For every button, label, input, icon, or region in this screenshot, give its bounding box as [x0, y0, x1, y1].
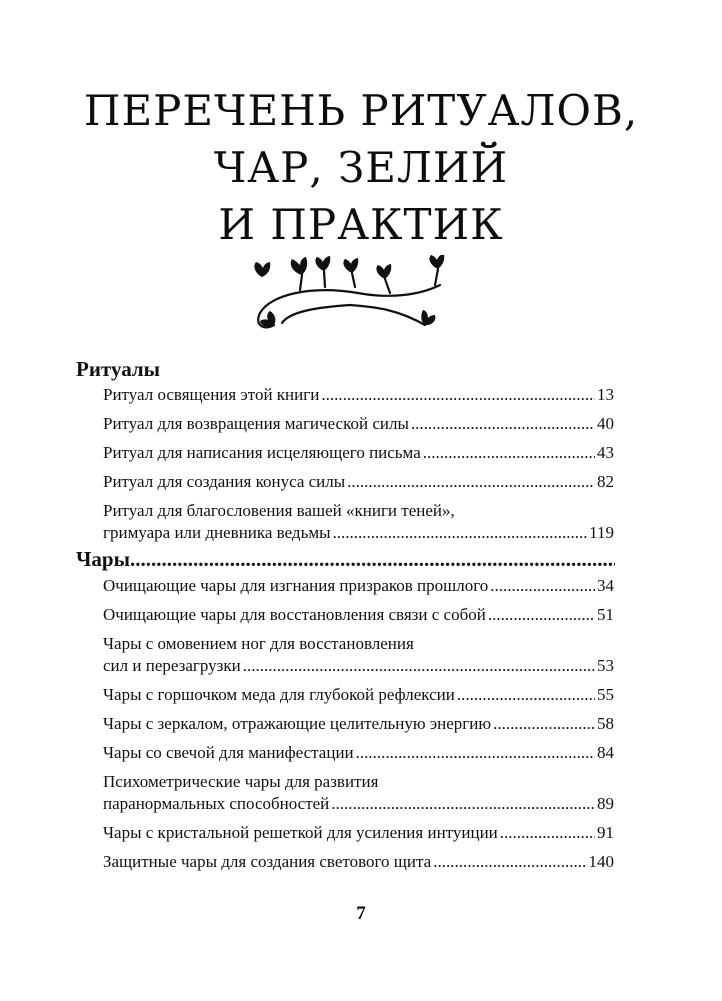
dot-leader	[490, 575, 595, 597]
entry-title-line-2: сил и перезагрузки	[103, 656, 241, 675]
entry-page: 91	[597, 823, 614, 842]
entry-page: 84	[597, 743, 614, 762]
entry-page: 140	[588, 852, 614, 871]
rituals-list	[103, 384, 614, 551]
entry-page: 13	[597, 385, 614, 404]
entry-page: 89	[597, 794, 614, 813]
toc-entry[interactable]	[103, 500, 614, 544]
title-line-3: И ПРАКТИК	[218, 200, 504, 249]
entry-title: Очищающие чары для изгнания призраков прошлого	[103, 576, 489, 595]
entry-title-line-1: Чары с омовением ног для восстановления	[103, 634, 414, 653]
entry-title-line-2: гримуара или дневника ведьмы	[103, 523, 331, 542]
toc-entry[interactable]	[103, 684, 614, 706]
toc-entry[interactable]	[103, 575, 614, 597]
section-heading-spells: Чары .....	[76, 547, 615, 571]
dot-leader	[243, 655, 595, 677]
entry-title: Чары с зеркалом, отражающие целительную энергию	[103, 714, 492, 733]
entry-page: 43	[597, 443, 614, 462]
entry-title: Защитные чары для создания светового щита	[103, 852, 432, 871]
page-number: 7	[356, 903, 366, 924]
entry-page: 53	[597, 656, 614, 675]
dot-leader	[331, 793, 595, 815]
dot-leader	[457, 684, 595, 706]
dot-leader	[130, 547, 615, 571]
toc-entry[interactable]	[103, 604, 614, 626]
entry-page: 34	[597, 576, 614, 595]
entry-title-line-2: паранормальных способностей	[103, 794, 330, 813]
dot-leader	[493, 713, 595, 735]
title-line-1: ПЕРЕЧЕНЬ РИТУАЛОВ,	[83, 86, 639, 135]
entry-page: 51	[597, 605, 614, 624]
dot-leader	[333, 522, 588, 544]
toc-entry[interactable]	[103, 822, 614, 844]
entry-title: Чары с горшочком меда для глубокой рефлексии	[103, 685, 455, 704]
toc-entry[interactable]	[103, 742, 614, 764]
toc-entry[interactable]	[103, 851, 614, 873]
toc-entry[interactable]	[103, 413, 614, 435]
dot-leader	[347, 471, 595, 493]
entry-title: Ритуал для написания исцеляющего письма	[103, 443, 421, 462]
entry-title-line-1: Психометрические чары для развития	[103, 772, 379, 791]
toc-entry[interactable]	[103, 633, 614, 677]
title-line-2: ЧАР, ЗЕЛИЙ	[213, 143, 509, 192]
toc-entry[interactable]	[103, 713, 614, 735]
dot-leader	[500, 822, 595, 844]
entry-page: 58	[597, 714, 614, 733]
ivy-vine-ornament-icon	[240, 255, 455, 337]
toc-entry[interactable]	[103, 384, 614, 406]
toc-entry[interactable]	[103, 771, 614, 815]
entry-title: Ритуал для возвращения магической силы	[103, 414, 409, 433]
entry-title: Ритуал для создания конуса силы	[103, 472, 346, 491]
page-title	[0, 82, 722, 253]
entry-title: Чары с кристальной решеткой для усиления интуиции	[103, 823, 498, 842]
entry-title-line-1: Ритуал для благословения вашей «книги теней»,	[103, 501, 455, 520]
entry-page: 40	[597, 414, 614, 433]
toc-entry[interactable]	[103, 442, 614, 464]
dot-leader	[356, 742, 595, 764]
entry-title: Очищающие чары для восстановления связи с собой	[103, 605, 486, 624]
dot-leader	[488, 604, 595, 626]
dot-leader	[433, 851, 586, 873]
dot-leader	[321, 384, 595, 406]
entry-page: 55	[597, 685, 614, 704]
toc-entry[interactable]	[103, 471, 614, 493]
dot-leader	[411, 413, 595, 435]
entry-title: Чары со свечой для манифестации	[103, 743, 354, 762]
dot-leader	[423, 442, 595, 464]
section-heading-rituals: Ритуалы	[76, 357, 161, 381]
spells-list	[103, 575, 614, 880]
entry-page: 119	[589, 523, 614, 542]
entry-page: 82	[597, 472, 614, 491]
entry-title: Ритуал освящения этой книги	[103, 385, 320, 404]
